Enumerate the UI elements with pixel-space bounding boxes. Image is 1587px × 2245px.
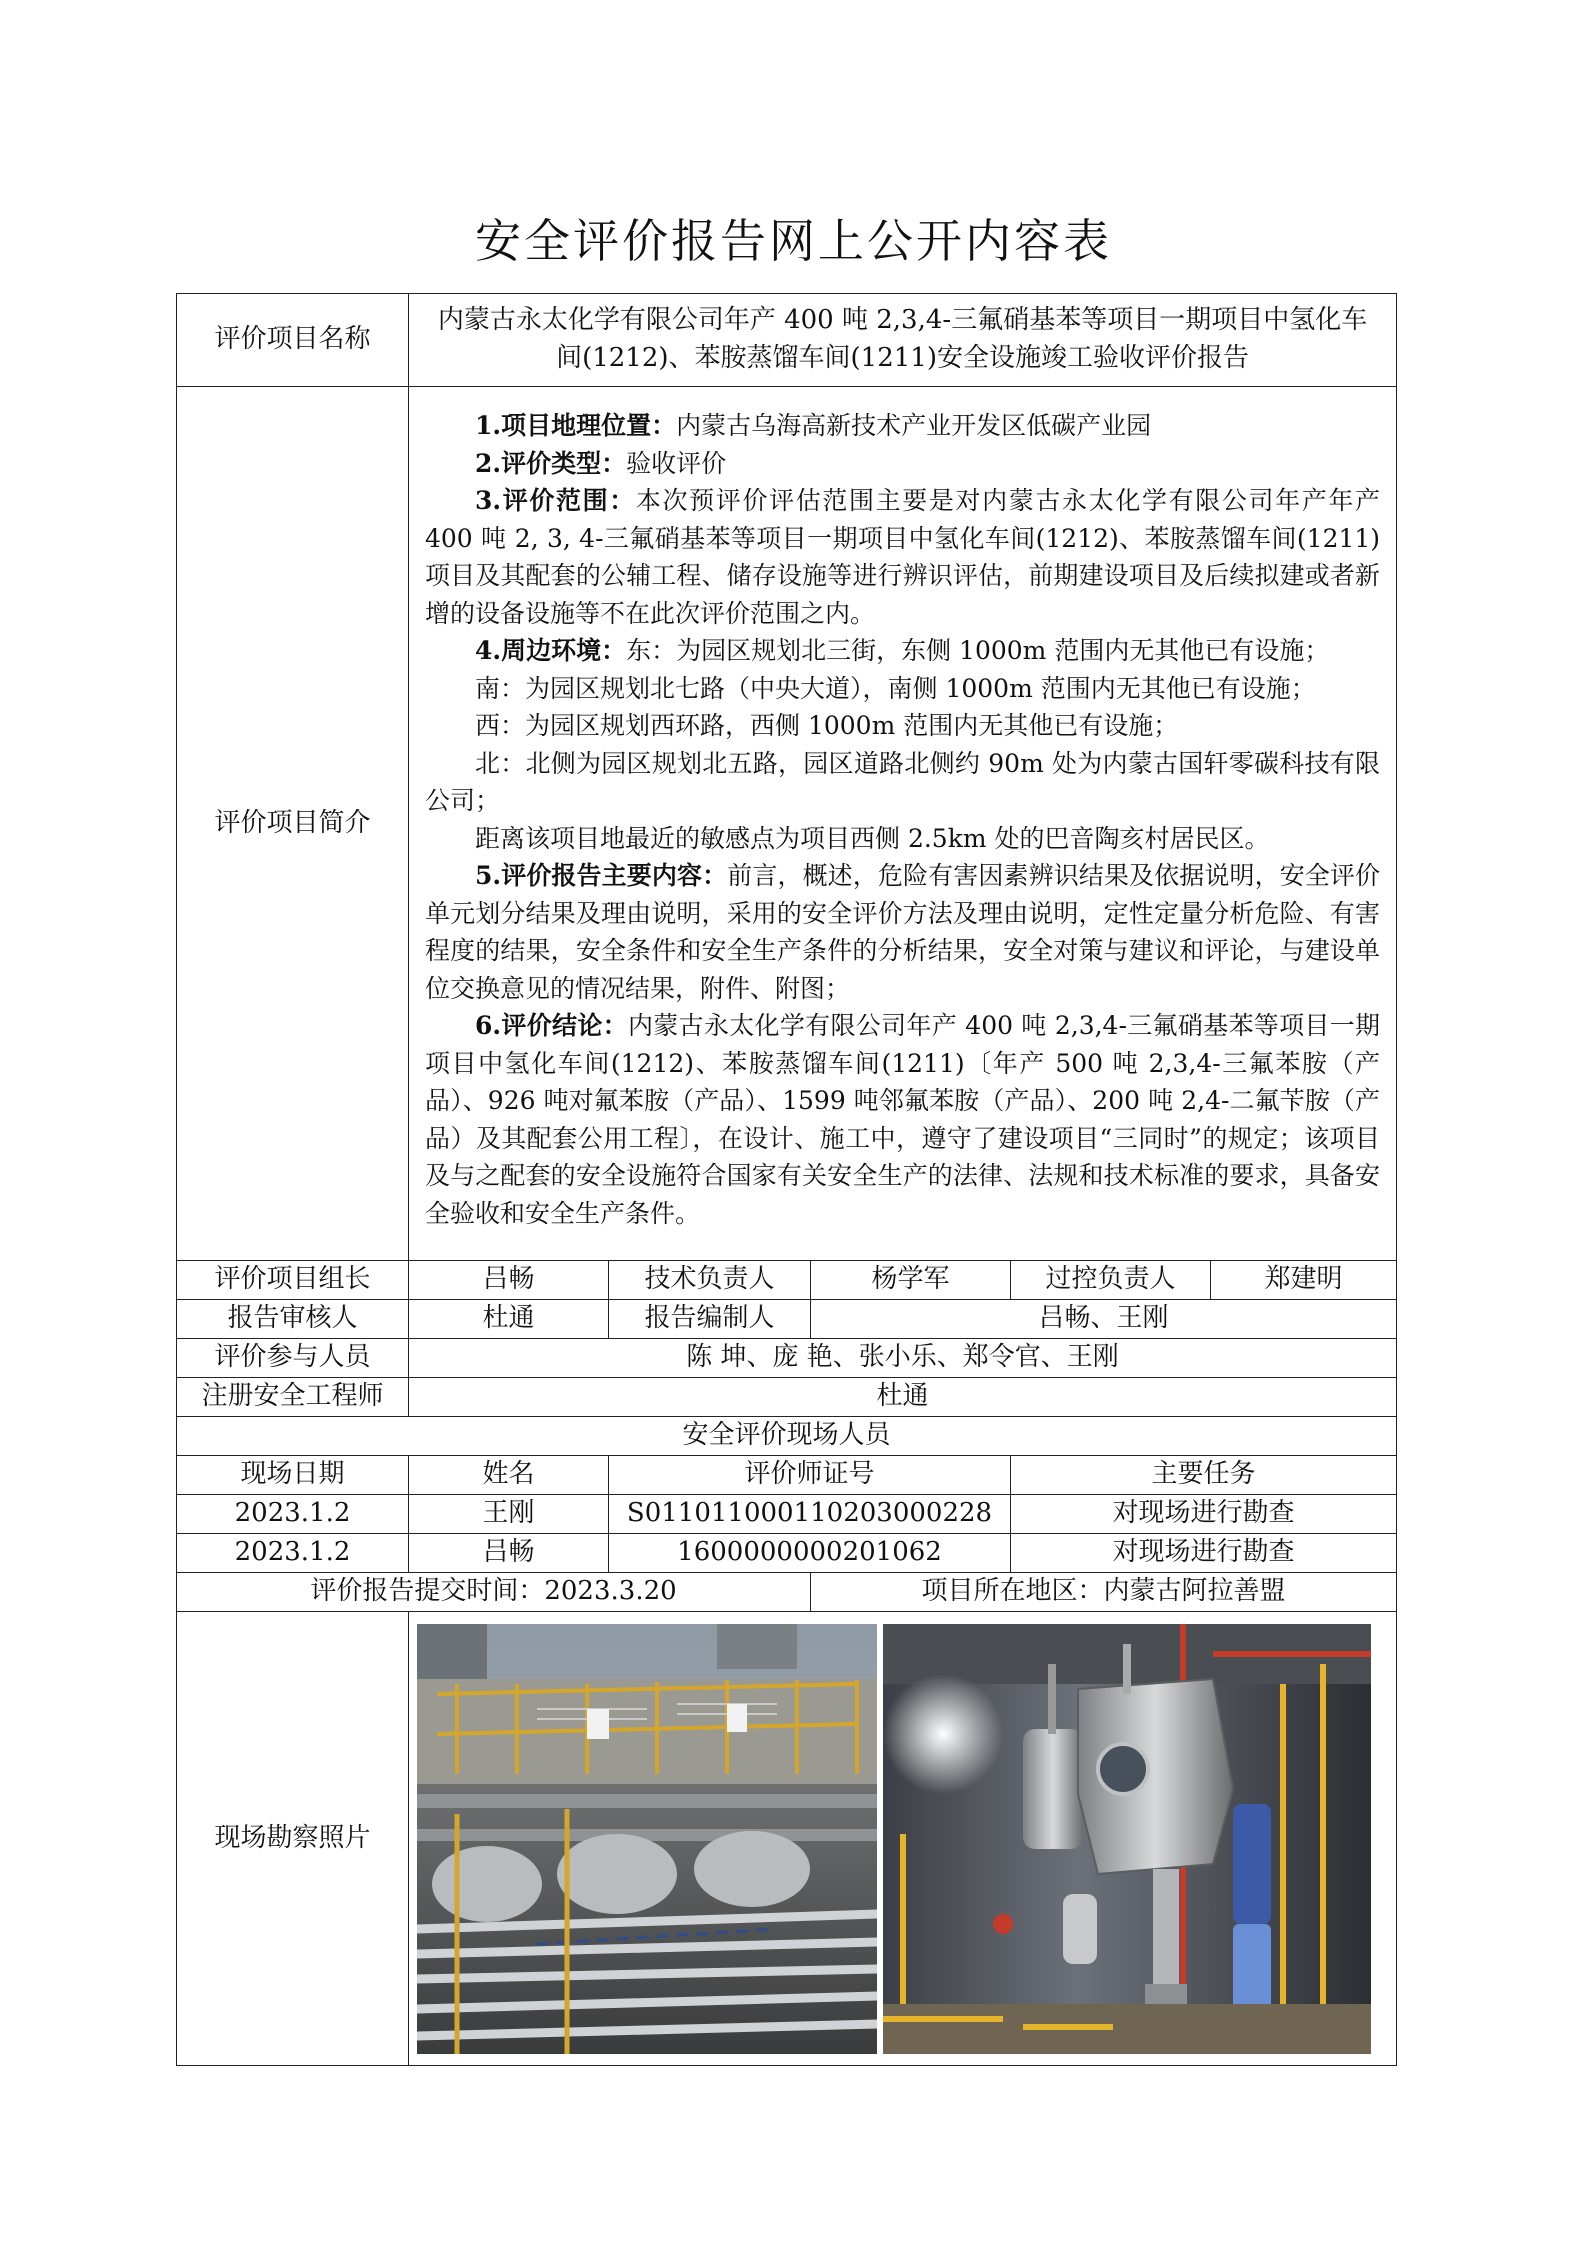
onsite-task: 对现场进行勘查 — [1011, 1495, 1397, 1534]
submit-row — [177, 1573, 1397, 1612]
intro-surroundings — [425, 632, 1380, 670]
onsite-cert: S011011000110203000228 — [609, 1495, 1011, 1534]
intro-conclusion-heading: 6.评价结论： — [475, 1011, 628, 1040]
intro-scope-heading: 3.评价范围： — [475, 486, 636, 515]
engineer-row — [177, 1378, 1397, 1417]
intro-location-heading: 1.项目地理位置： — [475, 411, 677, 440]
tech-value: 杨学军 — [811, 1261, 1011, 1300]
intro-surroundings-south: 南：为园区规划北七路（中央大道），南侧 1000m 范围内无其他已有设施； — [475, 673, 1316, 703]
project-intro-row — [177, 387, 1397, 1261]
project-intro-content — [409, 387, 1397, 1261]
onsite-task: 对现场进行勘查 — [1011, 1534, 1397, 1573]
intro-scope-text: 本次预评价评估范围主要是对内蒙古永太化学有限公司年产年产 400 吨 2, 3, 4-三氟硝基苯等项目一期项目中氢化车间(1212)、苯胺蒸馏车间(1211)项目及其配套的公辅工程、储存设施等进行辨识评估，前期建设项目及后续拟建或者新增的设备设施等不在此次评价范围之内。 — [425, 486, 1381, 628]
qc-value: 郑建明 — [1211, 1261, 1397, 1300]
engineer-label: 注册安全工程师 — [177, 1378, 409, 1417]
project-region — [811, 1573, 1397, 1612]
staff-row-1 — [177, 1261, 1397, 1300]
intro-location — [425, 407, 1380, 445]
writer-value: 吕畅、王刚 — [811, 1300, 1397, 1339]
site-photo-workshop — [883, 1624, 1371, 2054]
writer-label: 报告编制人 — [609, 1300, 811, 1339]
site-photo-rooftop-image — [417, 1624, 877, 2054]
reviewer-value: 杜通 — [409, 1300, 609, 1339]
intro-type-heading: 2.评价类型： — [475, 448, 627, 478]
photos-row — [177, 1612, 1397, 2066]
onsite-columns-row — [177, 1456, 1397, 1495]
photos-label: 现场勘察照片 — [177, 1612, 409, 2066]
onsite-name: 吕畅 — [409, 1534, 609, 1573]
intro-type — [425, 445, 1380, 483]
submit-time-label: 评价报告提交时间： — [310, 1576, 545, 1607]
intro-scope — [425, 482, 1380, 632]
submit-time — [177, 1573, 811, 1612]
leader-label: 评价项目组长 — [177, 1261, 409, 1300]
leader-value: 吕畅 — [409, 1261, 609, 1300]
intro-report-content-text: 前言，概述，危险有害因素辨识结果及依据说明，安全评价单元划分结果及理由说明，采用的安全评价方法及理由说明，定性定量分析危险、有害程度的结果，安全条件和安全生产条件的分析结果，安全对策与建议和评论，与建设单位交换意见的情况结果，附件、附图； — [425, 861, 1381, 1003]
intro-type-text: 验收评价 — [626, 448, 727, 478]
intro-location-text: 内蒙古乌海高新技术产业开发区低碳产业园 — [676, 411, 1152, 440]
table-row — [177, 1534, 1397, 1573]
engineer-value: 杜通 — [409, 1378, 1397, 1417]
onsite-name: 王刚 — [409, 1495, 609, 1534]
intro-sensitive-point: 距离该项目地最近的敏感点为项目西侧 2.5km 处的巴音陶亥村居民区。 — [475, 823, 1270, 853]
project-region-label: 项目所在地区： — [921, 1576, 1104, 1607]
intro-report-content-heading: 5.评价报告主要内容： — [475, 861, 728, 890]
table-row — [177, 1495, 1397, 1534]
intro-conclusion-text: 内蒙古永太化学有限公司年产 400 吨 2,3,4-三氟硝基苯等项目一期项目中氢化车间(1212)、苯胺蒸馏车间(1211)〔年产 500 吨 2,3,4-三氟苯胺（产品）、926 吨对氟苯胺（产品）、1599 吨邻氟苯胺（产品）、200 吨 2,4-二氟苄胺（产品）及其配套公用工程〕，在设计、施工中，遵守了建设项目“三同时”的规定；该项目及与之配套的安全设施符合国家有关安全生产的法律、法规和技术标准的要求，具备安全验收和安全生产条件。 — [425, 1011, 1381, 1228]
col-cert: 评价师证号 — [609, 1456, 1011, 1495]
col-name: 姓名 — [409, 1456, 609, 1495]
participants-label: 评价参与人员 — [177, 1339, 409, 1378]
reviewer-label: 报告审核人 — [177, 1300, 409, 1339]
intro-surroundings-east: 东：为园区规划北三街，东侧 1000m 范围内无其他已有设施； — [626, 636, 1330, 665]
project-name-label: 评价项目名称 — [177, 294, 409, 387]
intro-report-content — [425, 857, 1380, 1007]
col-date: 现场日期 — [177, 1456, 409, 1495]
project-region-value: 内蒙古阿拉善盟 — [1103, 1576, 1286, 1607]
intro-conclusion — [425, 1007, 1380, 1232]
col-task: 主要任务 — [1011, 1456, 1397, 1495]
project-name-value: 内蒙古永太化学有限公司年产 400 吨 2,3,4-三氟硝基苯等项目一期项目中氢化车间(1212)、苯胺蒸馏车间(1211)安全设施竣工验收评价报告 — [409, 294, 1397, 387]
onsite-header-row — [177, 1417, 1397, 1456]
tech-label: 技术负责人 — [609, 1261, 811, 1300]
staff-row-2 — [177, 1300, 1397, 1339]
disclosure-table — [176, 293, 1397, 2066]
photos-cell — [409, 1612, 1397, 2066]
submit-time-value: 2023.3.20 — [544, 1576, 677, 1607]
intro-surroundings-north: 北：北侧为园区规划北五路，园区道路北侧约 90m 处为内蒙古国轩零碳科技有限公司； — [425, 748, 1381, 815]
site-photo-workshop-image — [883, 1624, 1371, 2054]
participants-value: 陈 坤、庞 艳、张小乐、郑令官、王刚 — [409, 1339, 1397, 1378]
onsite-header: 安全评价现场人员 — [177, 1417, 1397, 1456]
onsite-date: 2023.1.2 — [177, 1495, 409, 1534]
onsite-cert: 1600000000201062 — [609, 1534, 1011, 1573]
intro-surroundings-heading: 4.周边环境： — [475, 636, 627, 665]
site-photo-rooftop — [417, 1624, 877, 2054]
project-name-row — [177, 294, 1397, 387]
onsite-date: 2023.1.2 — [177, 1534, 409, 1573]
participants-row — [177, 1339, 1397, 1378]
project-intro-label: 评价项目简介 — [177, 387, 409, 1261]
qc-label: 过控负责人 — [1011, 1261, 1211, 1300]
intro-surroundings-west: 西：为园区规划西环路，西侧 1000m 范围内无其他已有设施； — [475, 711, 1179, 740]
page-title: 安全评价报告网上公开内容表 — [475, 214, 1112, 268]
